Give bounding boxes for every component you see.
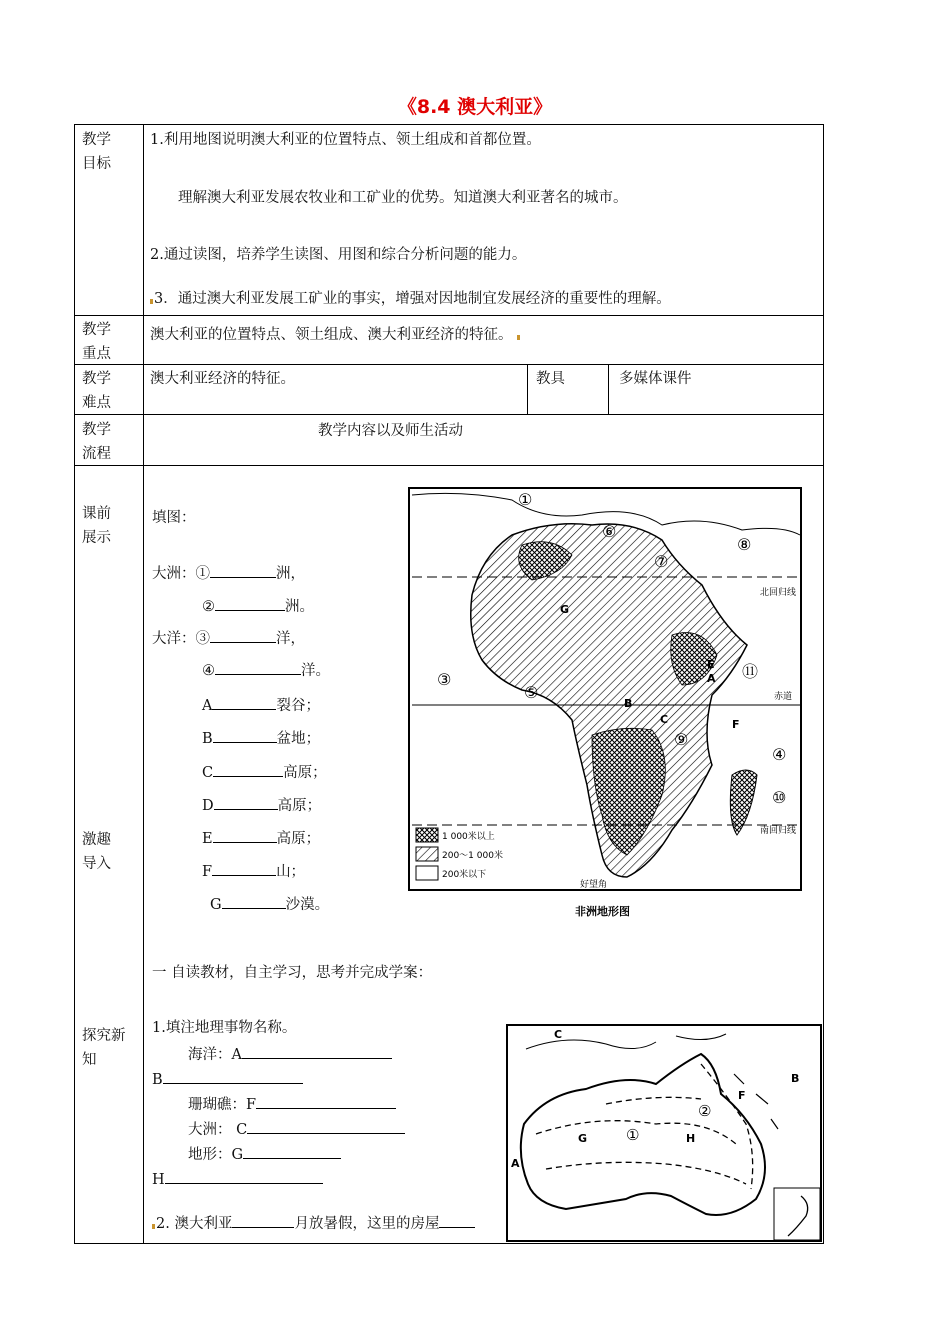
explore-reef: 珊瑚礁：F xyxy=(188,1094,396,1114)
tool-label: 教具 xyxy=(536,371,565,387)
goal-2: 理解澳大利亚发展农牧业和工矿业的优势。知道澳大利亚著名的城市。 xyxy=(178,190,628,206)
flow-label: 教学 流程 xyxy=(82,422,111,462)
fill-continent-2: ② 洲。 xyxy=(202,596,314,616)
fill-e: E 高原； xyxy=(202,828,320,848)
goal-1: 1.利用地图说明澳大利亚的位置特点、领土组成和首都位置。 xyxy=(150,132,541,148)
goal-4: 3．通过澳大利亚发展工矿业的事实，增强对因地制宜发展经济的重要性的理解。 xyxy=(150,290,671,308)
svg-text:F: F xyxy=(732,718,740,731)
fill-continent-1: 大洲：① 洲， xyxy=(152,563,305,583)
svg-text:C: C xyxy=(554,1028,563,1041)
svg-text:C: C xyxy=(660,713,669,726)
svg-text:200～1 000米: 200～1 000米 xyxy=(442,851,503,861)
explore-q1: 1.填注地理事物名称。 xyxy=(152,1020,297,1036)
flow-text: 教学内容以及师生活动 xyxy=(318,423,463,439)
key-label: 教学 重点 xyxy=(82,322,111,362)
svg-text:⑤: ⑤ xyxy=(524,683,539,702)
svg-text:⑧: ⑧ xyxy=(737,535,752,554)
svg-text:H: H xyxy=(686,1132,696,1145)
fill-a: A 裂谷； xyxy=(202,695,320,715)
fill-g: G 沙漠。 xyxy=(210,894,329,914)
svg-text:F: F xyxy=(738,1089,746,1102)
fill-d: D 高原； xyxy=(202,795,321,815)
tool-text: 多媒体课件 xyxy=(619,371,692,387)
africa-map xyxy=(402,485,808,925)
svg-text:南回归线: 南回归线 xyxy=(760,826,797,836)
goal-3: 2.通过读图，培养学生读图、用图和综合分析问题的能力。 xyxy=(150,247,527,263)
svg-text:G: G xyxy=(578,1132,588,1145)
svg-text:⑥: ⑥ xyxy=(602,522,617,541)
svg-text:A: A xyxy=(511,1157,520,1170)
fill-heading: 填图： xyxy=(152,510,196,526)
goal-label: 教学 目标 xyxy=(82,132,111,172)
fill-f: F 山； xyxy=(202,861,305,881)
svg-text:②: ② xyxy=(698,1102,712,1120)
explore-continent: 大洲： C xyxy=(188,1119,405,1139)
svg-text:E: E xyxy=(707,658,715,671)
fill-ocean-3: 大洋：③ 洋， xyxy=(152,628,305,648)
fill-ocean-4: ④ 洋。 xyxy=(202,660,330,680)
svg-text:⑦: ⑦ xyxy=(654,552,669,571)
svg-text:⑪: ⑪ xyxy=(742,662,759,681)
fill-c: C 高原； xyxy=(202,762,327,782)
svg-text:①: ① xyxy=(518,490,533,509)
page-title: 《8.4 澳大利亚》 xyxy=(397,96,553,118)
svg-text:非洲地形图: 非洲地形图 xyxy=(575,905,630,918)
svg-text:B: B xyxy=(624,697,633,710)
svg-text:1 000米以上: 1 000米以上 xyxy=(442,832,495,842)
fill-b: B 盆地； xyxy=(202,728,320,748)
svg-text:③: ③ xyxy=(437,670,452,689)
explore-intro: 一 自读教材，自主学习，思考并完成学案： xyxy=(152,965,433,981)
svg-text:200米以下: 200米以下 xyxy=(442,870,487,880)
explore-q2: 2. 澳大利亚 月放暑假，这里的房屋 xyxy=(152,1213,475,1233)
explore-terrain: 地形：G xyxy=(188,1144,341,1164)
hard-label: 教学 难点 xyxy=(82,371,111,411)
svg-text:北回归线: 北回归线 xyxy=(760,588,797,598)
svg-text:⑩: ⑩ xyxy=(772,788,787,807)
svg-text:⑨: ⑨ xyxy=(674,730,689,749)
svg-text:①: ① xyxy=(626,1126,640,1144)
explore-sea-b: B xyxy=(152,1069,303,1089)
svg-text:④: ④ xyxy=(772,745,787,764)
key-text: 澳大利亚的位置特点、领土组成、澳大利亚经济的特征。 xyxy=(150,326,521,344)
explore-terrain-h: H xyxy=(152,1169,323,1189)
motivate-label: 激趣 导入 xyxy=(82,832,111,872)
svg-text:A: A xyxy=(707,672,716,685)
explore-sea: 海洋：A xyxy=(188,1044,392,1064)
svg-text:赤道: 赤道 xyxy=(774,692,793,702)
svg-text:好望角: 好望角 xyxy=(580,880,608,890)
hard-text: 澳大利亚经济的特征。 xyxy=(150,371,295,387)
explore-label: 探究新 知 xyxy=(82,1028,126,1068)
preview-label: 课前 展示 xyxy=(82,506,111,546)
svg-text:B: B xyxy=(791,1072,800,1085)
australia-map xyxy=(506,1024,822,1242)
svg-text:G: G xyxy=(560,603,570,616)
